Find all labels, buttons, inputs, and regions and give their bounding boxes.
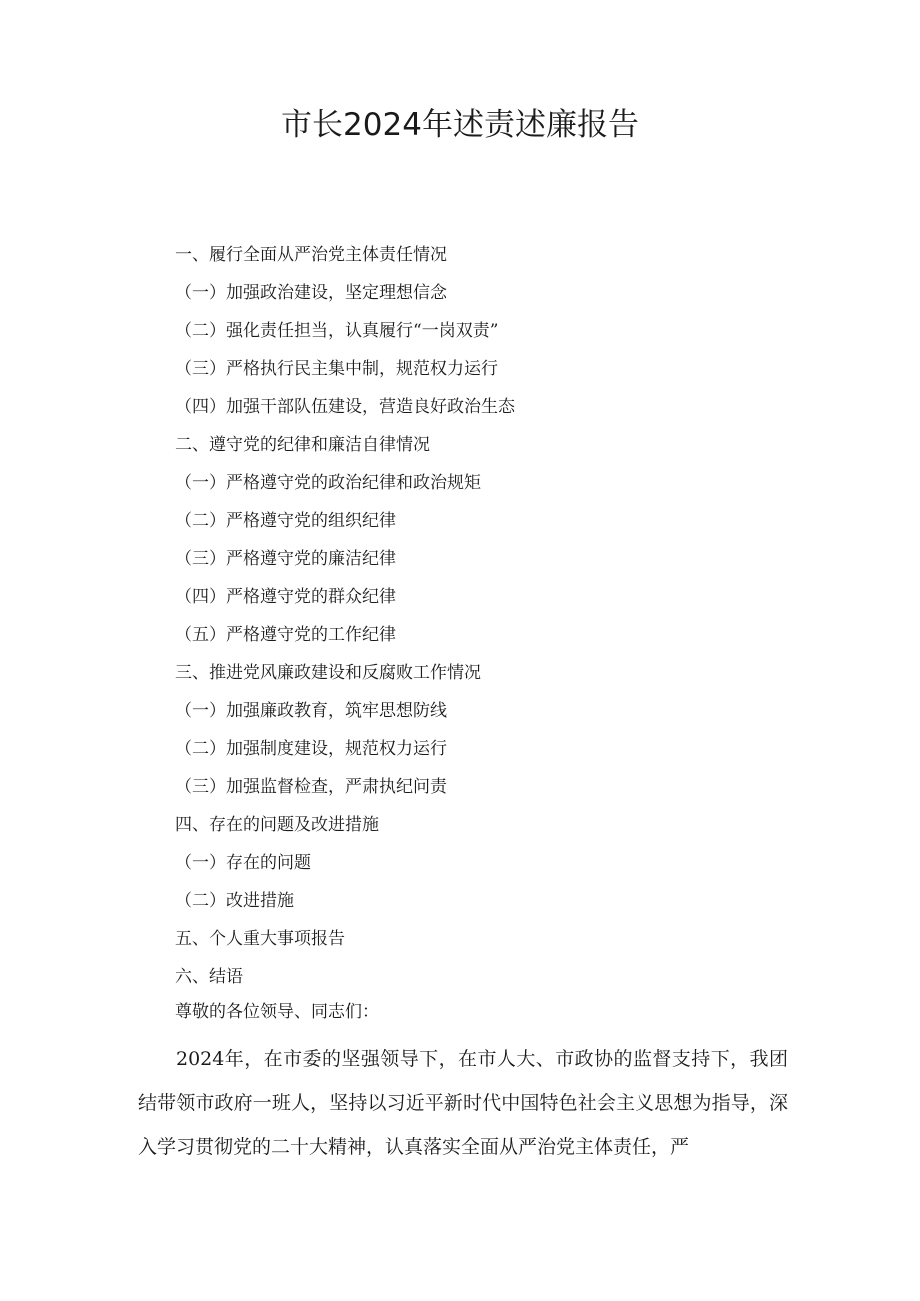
toc-subsection: （四）加强干部队伍建设，营造良好政治生态 <box>175 397 515 417</box>
document-title: 市长2024年述责述廉报告 <box>281 107 639 143</box>
toc-section-heading: 一、履行全面从严治党主体责任情况 <box>175 245 447 265</box>
toc-subsection: （一）严格遵守党的政治纪律和政治规矩 <box>175 473 481 493</box>
toc-subsection: （三）加强监督检查，严肃执纪问责 <box>175 777 447 797</box>
toc-section-heading: 六、结语 <box>175 967 243 987</box>
body-paragraph: 2024年，在市委的坚强领导下，在市人大、市政协的监督支持下，我团结带领市政府一班人，坚持以习近平新时代中国特色社会主义思想为指导，深入学习贯彻党的二十大精神，认真落实全面从严治党主体责任，严 <box>138 1048 788 1158</box>
toc-section-heading: 三、推进党风廉政建设和反腐败工作情况 <box>175 663 481 683</box>
toc-subsection: （一）加强廉政教育，筑牢思想防线 <box>175 701 447 721</box>
toc-section-heading: 五、个人重大事项报告 <box>175 929 345 949</box>
table-of-contents <box>175 236 835 996</box>
toc-subsection: （二）强化责任担当，认真履行“一岗双责” <box>175 321 499 341</box>
toc-subsection: （三）严格遵守党的廉洁纪律 <box>175 549 396 569</box>
toc-subsection: （四）严格遵守党的群众纪律 <box>175 587 396 607</box>
toc-subsection: （二）加强制度建设，规范权力运行 <box>175 739 447 759</box>
toc-section-heading: 二、遵守党的纪律和廉洁自律情况 <box>175 435 430 455</box>
toc-section-heading: 四、存在的问题及改进措施 <box>175 815 379 835</box>
toc-subsection: （一）加强政治建设，坚定理想信念 <box>175 283 447 303</box>
toc-subsection: （三）严格执行民主集中制，规范权力运行 <box>175 359 498 379</box>
toc-subsection: （二）严格遵守党的组织纪律 <box>175 511 396 531</box>
toc-subsection: （一）存在的问题 <box>175 853 311 873</box>
toc-subsection: （五）严格遵守党的工作纪律 <box>175 625 396 645</box>
salutation: 尊敬的各位领导、同志们： <box>175 1002 379 1022</box>
toc-subsection: （二）改进措施 <box>175 891 294 911</box>
